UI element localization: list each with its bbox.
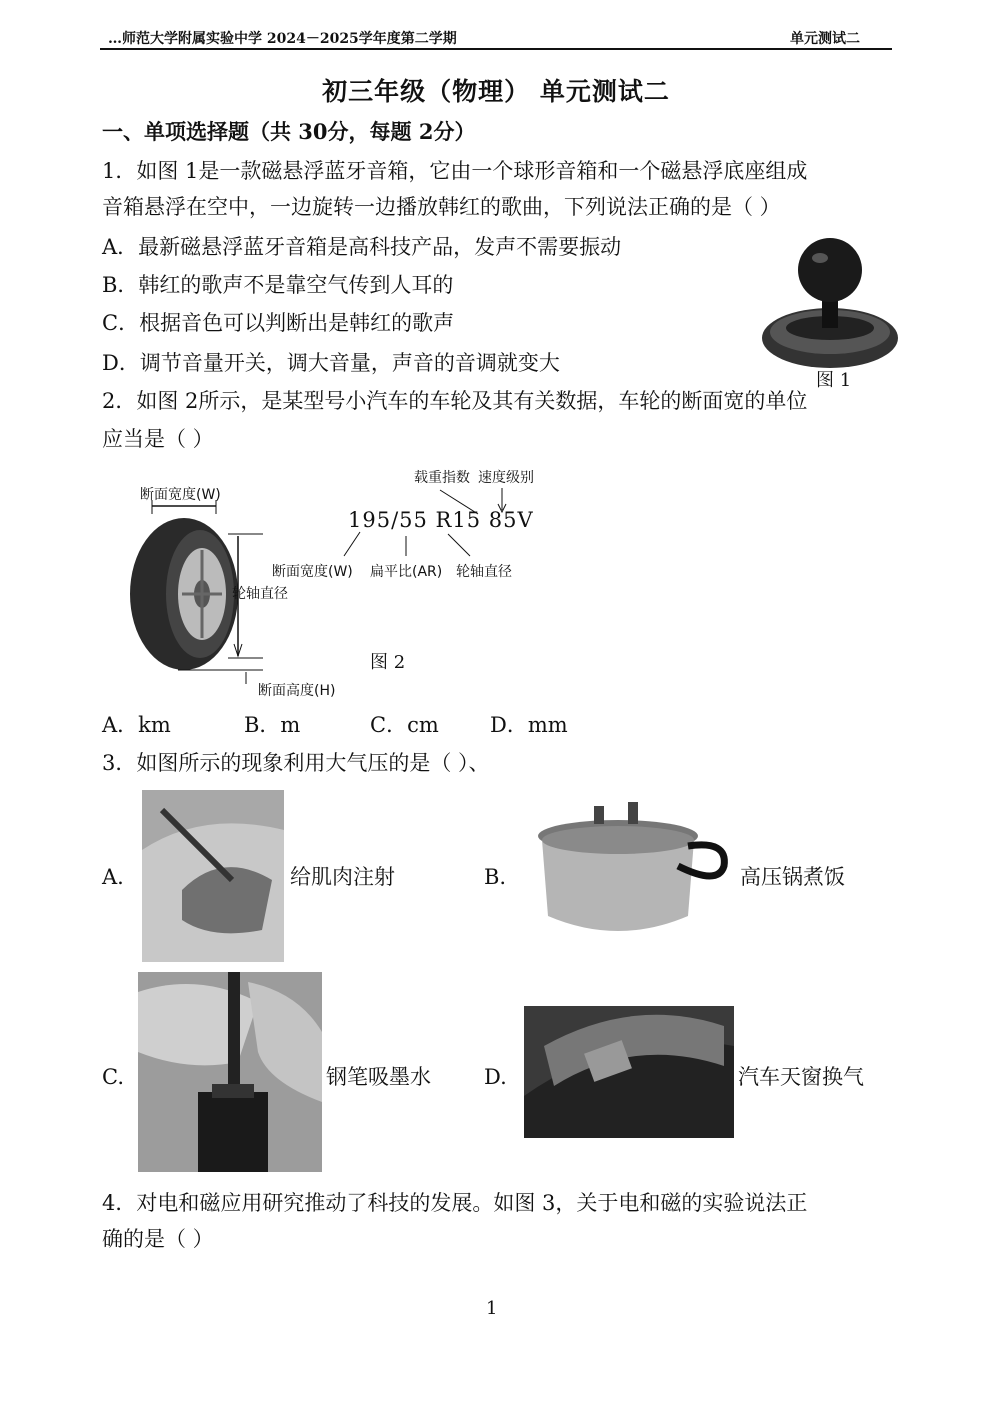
q3-caption-c: 钢笔吸墨水 [326, 1065, 431, 1089]
injection-photo [142, 790, 284, 962]
tire-width-label: 断面宽度(W) [140, 487, 221, 503]
header-right: 单元测试二 [790, 31, 860, 47]
q2-option-d: D．mm [490, 713, 568, 737]
load-index-label: 载重指数 [414, 470, 470, 486]
aspect-ratio-label: 扁平比(AR) [370, 564, 443, 580]
section-height-label: 断面高度(H) [258, 683, 336, 699]
speaker-figure [758, 228, 902, 378]
q3-caption-d: 汽车天窗换气 [738, 1065, 864, 1089]
q1-option-d: D．调节音量开关，调大音量，声音的音调就变大 [102, 351, 560, 375]
q3-line1: 3．如图所示的现象利用大气压的是（ ）、 [102, 751, 490, 775]
q2-line2: 应当是（ ） [102, 427, 214, 451]
tire-code: 195/55 R15 85V [348, 508, 534, 532]
header-rule [100, 48, 892, 50]
q1-option-c: C．根据音色可以判断出是韩红的歌声 [102, 311, 455, 335]
q3-letter-c: C. [102, 1065, 124, 1089]
page-title: 初三年级（物理） 单元测试二 [322, 77, 670, 106]
page-number: 1 [486, 1298, 498, 1319]
fig1-caption: 图 1 [816, 370, 852, 391]
car-sunroof-photo [524, 1006, 734, 1138]
q2-line1: 2．如图 2所示，是某型号小汽车的车轮及其有关数据，车轮的断面宽的单位 [102, 389, 808, 413]
pressure-cooker-photo [528, 796, 734, 946]
q1-option-b: B．韩红的歌声不是靠空气传到人耳的 [102, 273, 454, 297]
q1-line2: 音箱悬浮在空中，一边旋转一边播放韩红的歌曲，下列说法正确的是（ ） [102, 195, 781, 219]
q2-option-b: B．m [244, 713, 301, 737]
section-heading: 一、单项选择题（共 30分，每题 2分） [102, 119, 476, 144]
q1-line1: 1．如图 1是一款磁悬浮蓝牙音箱，它由一个球形音箱和一个磁悬浮底座组成 [102, 159, 808, 183]
q3-letter-b: B. [484, 865, 507, 889]
fountain-pen-photo [138, 972, 322, 1172]
speed-rating-label: 速度级别 [478, 470, 534, 486]
q2-option-a: A．km [102, 713, 171, 737]
code-width-label: 断面宽度(W) [272, 564, 353, 580]
q3-letter-a: A. [102, 865, 124, 889]
header-school: …师范大学附属实验中学 2024－2025学年度第二学期 [108, 31, 457, 47]
q3-caption-a: 给肌肉注射 [290, 865, 395, 889]
q1-option-a: A．最新磁悬浮蓝牙音箱是高科技产品，发声不需要振动 [102, 235, 622, 259]
q3-caption-b: 高压锅煮饭 [740, 865, 845, 889]
fig2-caption: 图 2 [370, 652, 406, 673]
q4-line2: 确的是（ ） [102, 1227, 214, 1251]
q4-line1: 4．对电和磁应用研究推动了科技的发展。如图 3，关于电和磁的实验说法正 [102, 1191, 808, 1215]
q3-letter-d: D. [484, 1065, 507, 1089]
q2-option-c: C．cm [370, 713, 439, 737]
rim-diameter-label: 轮轴直径 [456, 564, 512, 580]
axle-label: 轮轴直径 [232, 586, 288, 602]
